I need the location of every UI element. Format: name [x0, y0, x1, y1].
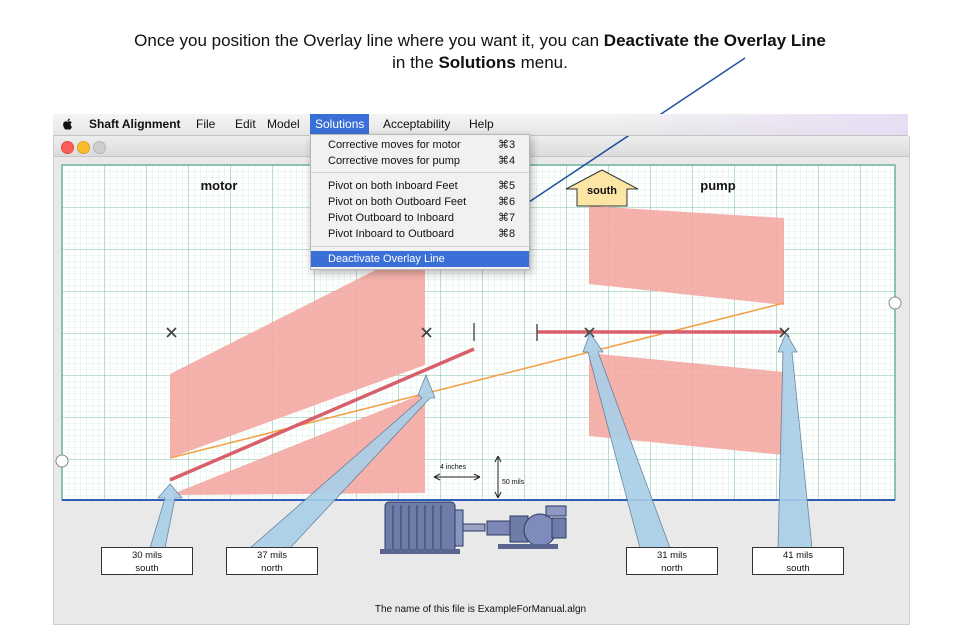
menu-item-shortcut: ⌘7	[498, 212, 516, 224]
menu-item-shortcut: ⌘5	[498, 180, 516, 192]
menubar-edit[interactable]: Edit	[235, 117, 256, 131]
reading-box-pump-outboard	[752, 547, 844, 575]
reading-direction: south	[135, 563, 159, 574]
menubar-file[interactable]: File	[196, 117, 216, 131]
menu-item-shortcut: ⌘3	[498, 139, 516, 151]
menu-item-label: Pivot on both Inboard Feet	[328, 180, 458, 192]
south-label: south	[587, 185, 617, 197]
menu-item-deactivate-overlay-line[interactable]	[311, 251, 529, 267]
menubar-acceptability[interactable]: Acceptability	[383, 117, 451, 131]
menu-item-corrective-pump[interactable]	[311, 153, 529, 169]
caption-text: in the	[392, 53, 439, 72]
pump-label: pump	[700, 178, 736, 193]
caption-text: menu.	[515, 53, 568, 72]
menu-item-shortcut: ⌘6	[498, 196, 516, 208]
reading-direction: north	[661, 563, 683, 574]
left-edge-handle[interactable]	[56, 455, 68, 467]
menu-item-pivot-outboard-to-inboard[interactable]	[311, 210, 529, 226]
menubar-app-name[interactable]: Shaft Alignment	[89, 117, 181, 131]
menu-bar	[53, 114, 908, 136]
menubar-model[interactable]: Model	[267, 117, 300, 131]
menu-item-pivot-outboard-feet[interactable]	[311, 194, 529, 210]
reading-value: 31 mils	[656, 550, 688, 561]
menu-item-label: Deactivate Overlay Line	[328, 253, 445, 265]
menu-item-shortcut: ⌘8	[498, 228, 516, 240]
menu-item-label: Corrective moves for motor	[328, 139, 461, 151]
horizontal-scale-label: 4 inches	[440, 464, 467, 471]
menu-item-corrective-motor[interactable]	[311, 137, 529, 153]
right-edge-handle[interactable]	[889, 297, 901, 309]
reading-direction: north	[261, 563, 283, 574]
menu-item-label: Pivot Inboard to Outboard	[328, 228, 454, 240]
caption-text: Once you position the Overlay line where you want it, you can	[134, 31, 604, 50]
menu-separator	[311, 172, 529, 173]
reading-value: 30 mils	[131, 550, 163, 561]
apple-menu-icon[interactable]	[61, 117, 75, 131]
menu-item-label: Corrective moves for pump	[328, 155, 461, 167]
reading-direction: south	[786, 563, 810, 574]
menu-item-label: Pivot Outboard to Inboard	[328, 212, 454, 224]
menubar-solutions[interactable]: Solutions	[310, 114, 369, 135]
motor-label: motor	[200, 178, 238, 193]
menu-item-pivot-inboard-feet[interactable]	[311, 178, 529, 194]
reading-box-pump-inboard	[626, 547, 718, 575]
reading-value: 37 mils	[256, 550, 288, 561]
reading-box-motor-outboard	[101, 547, 193, 575]
pump-image	[487, 506, 566, 549]
vertical-scale-label: 50 mils	[502, 479, 525, 486]
menubar-help[interactable]: Help	[469, 117, 494, 131]
reading-value: 41 mils	[782, 550, 814, 561]
menu-item-shortcut: ⌘4	[498, 155, 516, 167]
menu-separator	[311, 246, 529, 247]
motor-image	[380, 502, 485, 554]
menu-item-pivot-inboard-to-outboard[interactable]	[311, 226, 529, 242]
caption-bold-text: Solutions	[438, 53, 516, 72]
reading-box-motor-inboard	[226, 547, 318, 575]
menu-item-label: Pivot on both Outboard Feet	[328, 196, 467, 208]
caption-bold-text: Deactivate the Overlay Line	[603, 31, 826, 50]
filename-label: The name of this file is ExampleForManual.algn	[374, 604, 587, 615]
solutions-menu	[310, 134, 530, 270]
